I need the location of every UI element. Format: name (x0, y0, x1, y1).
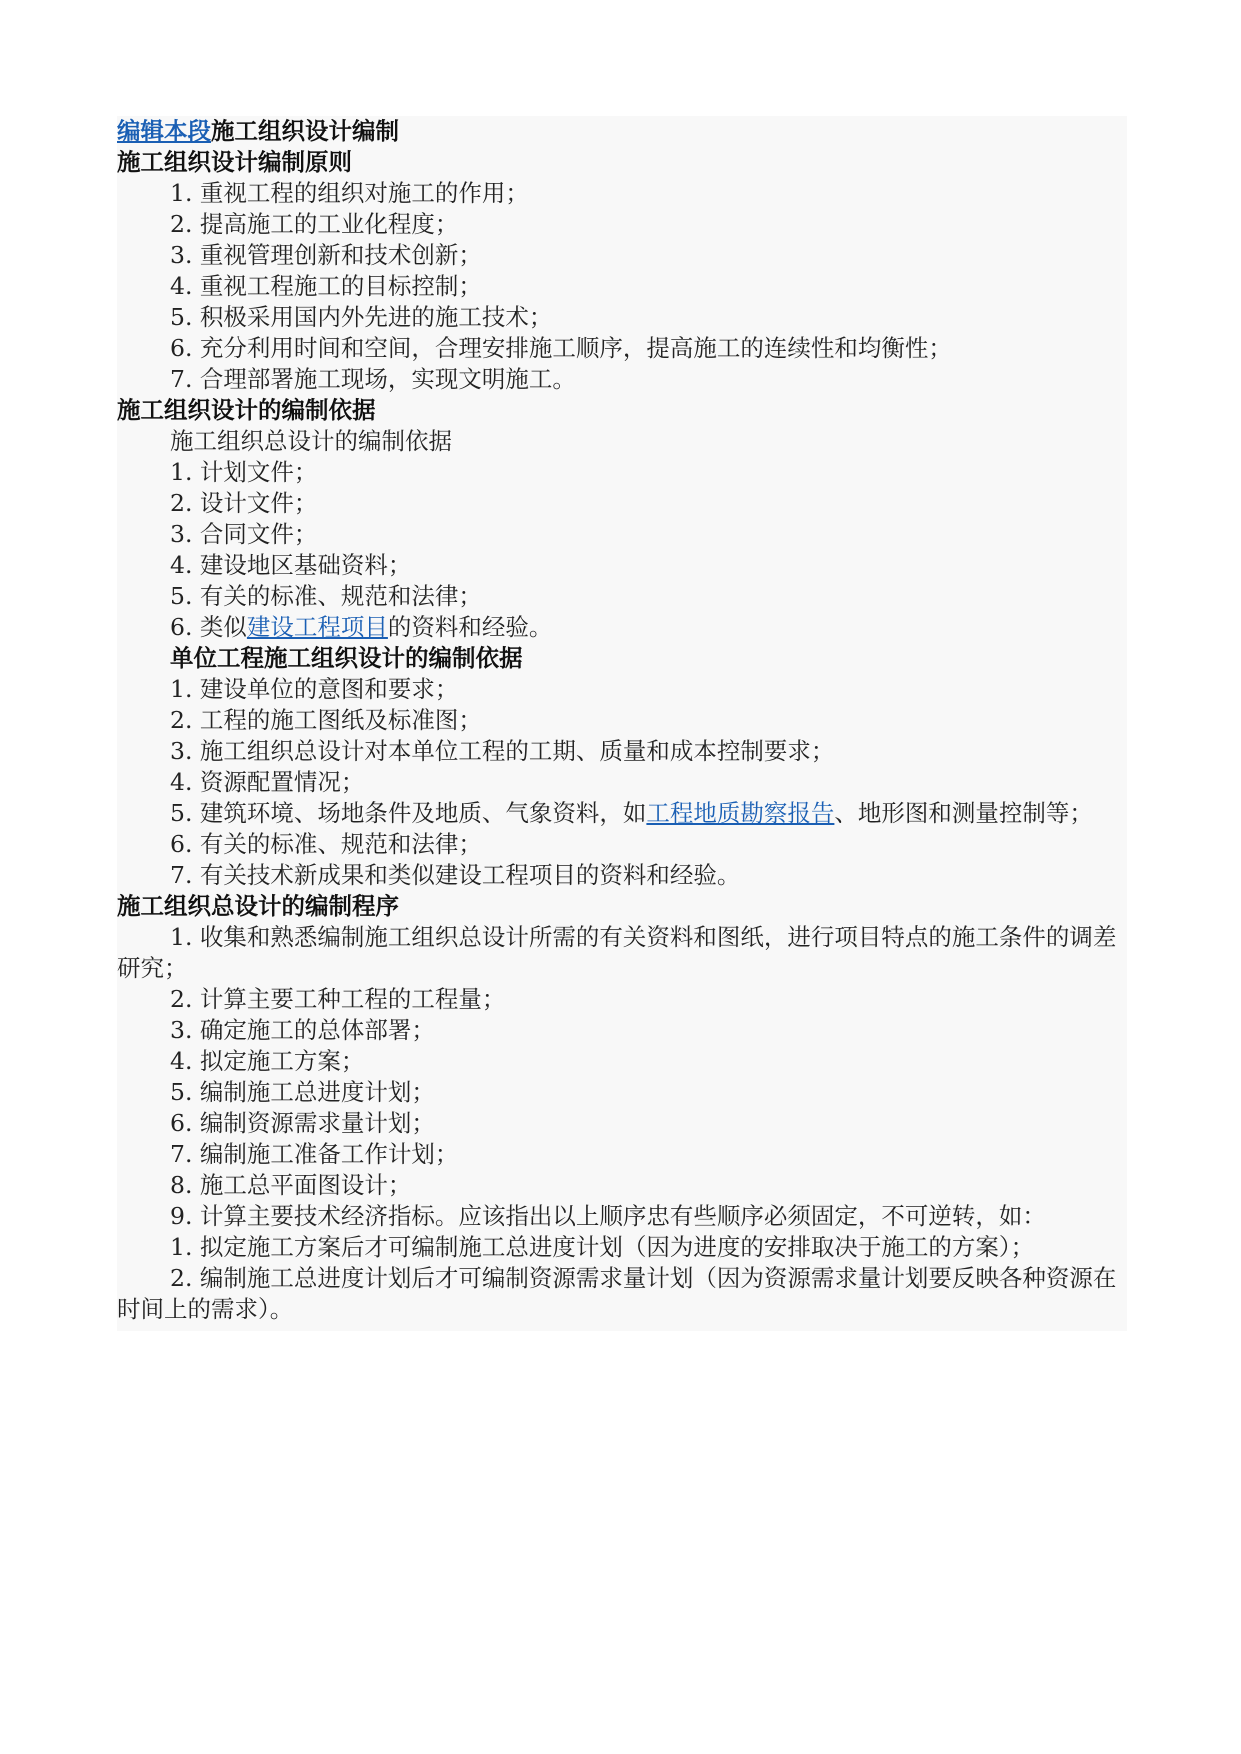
list-item: 3. 确定施工的总体部署； (170, 1016, 435, 1044)
list-item: 1. 建设单位的意图和要求； (170, 675, 459, 703)
edit-section-link[interactable]: 编辑本段 (117, 117, 211, 145)
procedure-heading: 施工组织总设计的编制程序 (117, 892, 399, 920)
list-item: 6. 充分利用时间和空间，合理安排施工顺序，提高施工的连续性和均衡性； (170, 334, 952, 362)
list-item: 7. 合理部署施工现场，实现文明施工。 (170, 365, 576, 393)
list-item: 2. 设计文件； (170, 489, 318, 517)
list-item: 1. 收集和熟悉编制施工组织总设计所需的有关资料和图纸，进行项目特点的施工条件的调差研究； (117, 923, 1117, 982)
list-item: 6. 有关的标准、规范和法律； (170, 830, 482, 858)
list-item: 3. 合同文件； (170, 520, 318, 548)
list-item (117, 612, 1127, 643)
list-item: 4. 资源配置情况； (170, 768, 365, 796)
list-item: 1. 拟定施工方案后才可编制施工总进度计划（因为进度的安排取决于施工的方案）； (170, 1233, 1035, 1261)
list-item: 7. 编制施工准备工作计划； (170, 1140, 459, 1168)
list-item: 2. 编制施工总进度计划后才可编制资源需求量计划（因为资源需求量计划要反映各种资源在时间上的需求）。 (117, 1264, 1117, 1323)
item-text: 5. 建筑环境、场地条件及地质、气象资料，如 (170, 799, 647, 827)
geological-survey-report-link[interactable]: 工程地质勘察报告 (646, 799, 835, 827)
list-item: 7. 有关技术新成果和类似建设工程项目的资料和经验。 (170, 861, 741, 889)
list-item: 3. 施工组织总设计对本单位工程的工期、质量和成本控制要求； (170, 737, 835, 765)
page-title: 施工组织设计编制 (211, 117, 399, 145)
list-item (117, 798, 1127, 829)
construction-project-link[interactable]: 建设工程项目 (246, 613, 388, 641)
list-item: 4. 拟定施工方案； (170, 1047, 365, 1075)
principles-heading: 施工组织设计编制原则 (117, 148, 352, 176)
list-item: 5. 编制施工总进度计划； (170, 1078, 435, 1106)
item-text: 6. 类似 (170, 613, 247, 641)
list-item: 1. 计划文件； (170, 458, 318, 486)
list-item: 2. 工程的施工图纸及标准图； (170, 706, 482, 734)
list-item: 6. 编制资源需求量计划； (170, 1109, 435, 1137)
unit-basis-subheading: 单位工程施工组织设计的编制依据 (170, 644, 523, 672)
list-item: 1. 重视工程的组织对施工的作用； (170, 179, 529, 207)
list-item: 3. 重视管理创新和技术创新； (170, 241, 482, 269)
list-item: 5. 积极采用国内外先进的施工技术； (170, 303, 553, 331)
list-item: 5. 有关的标准、规范和法律； (170, 582, 482, 610)
list-item: 9. 计算主要技术经济指标。应该指出以上顺序忠有些顺序必须固定，不可逆转，如： (170, 1202, 1046, 1230)
item-text: 、地形图和测量控制等； (834, 799, 1093, 827)
list-item: 4. 重视工程施工的目标控制； (170, 272, 482, 300)
list-item: 2. 计算主要工种工程的工程量； (170, 985, 506, 1013)
list-item: 2. 提高施工的工业化程度； (170, 210, 459, 238)
basis-heading: 施工组织设计的编制依据 (117, 396, 376, 424)
section-title-line (117, 116, 1127, 147)
document-body (117, 116, 1127, 1331)
list-item: 4. 建设地区基础资料； (170, 551, 412, 579)
list-item: 8. 施工总平面图设计； (170, 1171, 412, 1199)
general-basis-subheading: 施工组织总设计的编制依据 (170, 427, 452, 455)
item-text: 的资料和经验。 (387, 613, 553, 641)
